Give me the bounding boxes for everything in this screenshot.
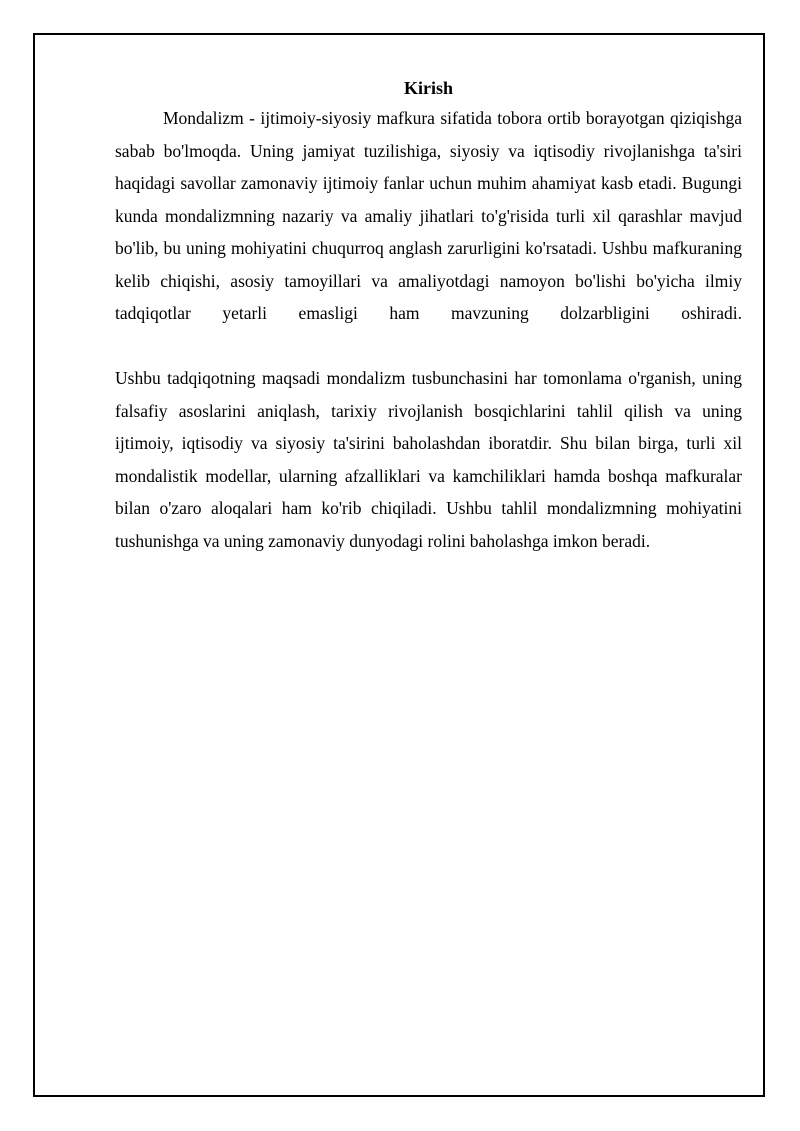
paragraph-introduction: Mondalizm - ijtimoiy-siyosiy mafkura sifatida tobora ortib borayotgan qiziqishga sabab bo'lmoqda. Uning jamiyat tuzilishiga, siyosiy va iqtisodiy rivojlanishga ta'siri haqidagi savollar zamonaviy ijtimoiy fanlar uchun muhim ahamiyat kasb etadi. Bugungi kunda mondalizmning nazariy va amaliy jihatlari to'g'risida turli xil qarashlar mavjud bo'lib, bu uning mohiyatini chuqurroq anglash zarurligini ko'rsatadi. Ushbu mafkuraning kelib chiqishi, asosiy tamoyillari va amaliyotdagi namoyon bo'lishi bo'yicha ilmiy tadqiqotlar yetarli emasligi ham mavzuning dolzarbligini oshiradi. <box>115 108 742 323</box>
paragraph-gap <box>115 330 742 363</box>
document-body <box>115 76 742 557</box>
document-title: Kirish <box>403 78 453 98</box>
paragraph-purpose: Ushbu tadqiqotning maqsadi mondalizm tusbunchasini har tomonlama o'rganish, uning falsafiy asoslarini aniqlash, tarixiy rivojlanish bosqichlarini tahlil qilish va uning ijtimoiy, iqtisodiy va siyosiy ta'sirini baholashdan iboratdir. Shu bilan birga, turli xil mondalistik modellar, ularning afzalliklari va kamchiliklari hamda boshqa mafkuralar bilan o'zaro aloqalari ham ko'rib chiqiladi. Ushbu tahlil mondalizmning mohiyatini tushunishga va uning zamonaviy dunyodagi rolini baholashga imkon beradi. <box>115 368 742 551</box>
